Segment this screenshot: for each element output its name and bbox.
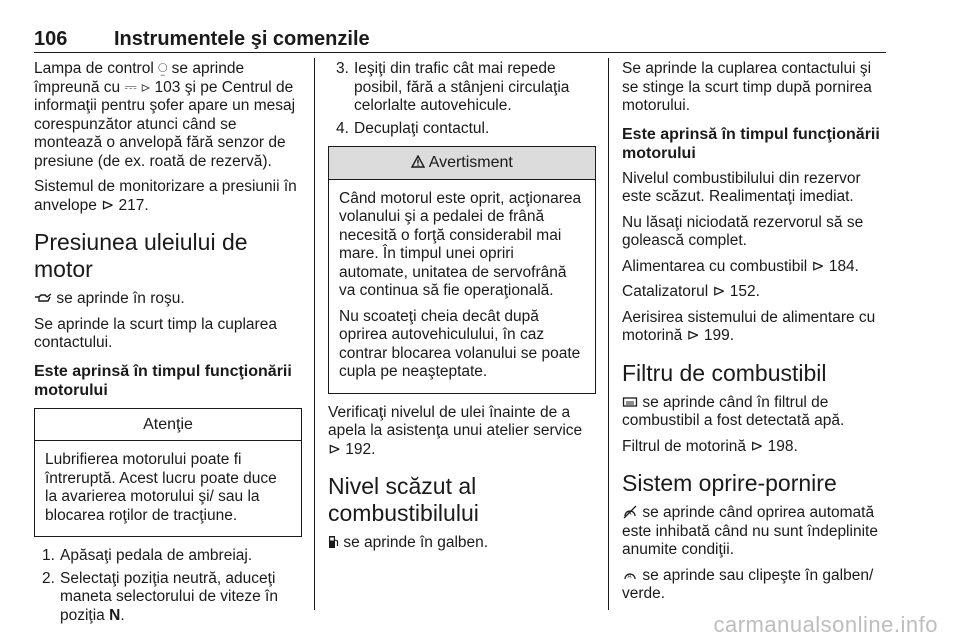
- tpms-paragraph: Lampa de control ⍜ se aprinde împreună cu ⎓ ⊳ 103 şi pe Centrul de informaţii pentru şofer apare un mesaj corespunzător atunci când se montează o anvelopă fără senzor de presiune (de ex. roată de rezervă).: [34, 60, 296, 170]
- column-divider: [314, 58, 315, 610]
- refuel-reference: Alimentarea cu combustibil ⊳ 184.: [622, 257, 859, 275]
- warning-title-bar: [329, 147, 595, 180]
- warning-text-2: Nu scoateţi cheia decât după oprirea autovehiculului, în caz contrar blocarea volanului se poate cupla pe neaşteptate.: [339, 307, 581, 380]
- oil-pressure-line: [34, 290, 302, 309]
- page-header: [34, 6, 886, 53]
- bleeding-reference: Aerisirea sistemului de alimentare cu motorină ⊳ 199.: [622, 308, 876, 344]
- svg-text:A: A: [627, 511, 632, 517]
- list-item: 2. Selectaţi poziţia neutră, aduceţi maneta selectorului de viteze în poziţia N.: [42, 569, 278, 624]
- list-item: 3. Ieşiţi din trafic cât mai repede posibil, fără a stânjeni circulaţia celorlalte autovehicule.: [336, 60, 570, 114]
- oil-pressure-heading: Presiunea uleiului de motor: [34, 229, 248, 282]
- fuel-filter-icon: [622, 396, 638, 408]
- fuel-ignition-paragraph: Se aprinde la cuplarea contactului şi se stinge la scurt timp după pornirea motorului.: [622, 60, 872, 114]
- low-fuel-text: se aprinde în galben.: [343, 534, 489, 551]
- column-middle: [328, 60, 596, 560]
- warning-title: Avertisment: [428, 154, 513, 171]
- fuel-running-heading: Este aprinsă în timpul funcţionării motorului: [622, 125, 880, 162]
- steps-list: [34, 547, 302, 625]
- list-item: 4. Decuplaţi contactul.: [336, 119, 490, 137]
- notice-box: [34, 408, 302, 538]
- fuel-pump-icon: [328, 535, 339, 549]
- column-left: [34, 60, 302, 633]
- watermark: carmanualsonline.info: [713, 612, 938, 637]
- column-divider: [608, 58, 609, 610]
- stop-start-off-icon: [622, 505, 638, 519]
- low-fuel-heading: Nivel scăzut al combustibilului: [328, 473, 479, 526]
- notice-text: Lubrifierea motorului poate fi întreruptă. Acest lucru poate duce la avarierea motorului şi/ sau la blocarea roţilor de tracţiune.: [45, 451, 277, 524]
- oil-check-paragraph: Verificaţi nivelul de ulei înainte de a apela la asistenţa unui atelier service ⊳ 192.: [328, 403, 583, 458]
- oil-pressure-ignition: Se aprinde la scurt timp la cuplarea contactului.: [34, 315, 277, 351]
- oil-running-heading: Este aprinsă în timpul funcţionării motorului: [34, 362, 292, 399]
- list-item: 1. Apăsaţi pedala de ambreiaj.: [42, 547, 253, 564]
- catalyst-reference: Catalizatorul ⊳ 152.: [622, 283, 760, 300]
- fuel-level-paragraph: Nivelul combustibilului din rezervor este scăzut. Realimentaţi imediat.: [622, 169, 861, 205]
- stop-start-off-text: se aprinde când oprirea automată este inhibată când nu sunt îndeplinite anumite condiţii.: [622, 504, 878, 558]
- fuel-filter-text: se aprinde când în filtrul de combustibil a fost detectată apă.: [622, 393, 845, 429]
- stop-start-text: se aprinde sau clipeşte în galben/ verde.: [622, 566, 874, 602]
- notice-title: Atenţie: [35, 409, 301, 442]
- stop-start-off-line: [622, 504, 890, 560]
- warning-triangle-icon: [411, 155, 425, 168]
- stop-start-icon: [622, 568, 638, 582]
- svg-text:A: A: [627, 573, 632, 580]
- oil-pressure-text: se aprinde în roşu.: [56, 290, 185, 307]
- page-number: 106: [34, 28, 68, 50]
- page-title: Instrumentele şi comenzile: [114, 28, 370, 50]
- fuel-filter-heading: Filtru de combustibil: [622, 359, 827, 386]
- diesel-filter-reference: Filtrul de motorină ⊳ 198.: [622, 437, 798, 455]
- steps-list-continued: [328, 60, 596, 138]
- tpms-reference: Sistemul de monitorizare a presiunii în anvelope ⊳ 217.: [34, 178, 297, 214]
- fuel-filter-line: [622, 394, 890, 431]
- stop-start-heading: Sistem oprire-pornire: [622, 470, 837, 496]
- oil-can-icon: [34, 293, 52, 303]
- stop-start-line: [622, 567, 890, 604]
- low-fuel-line: [328, 534, 596, 553]
- warning-box: [328, 146, 596, 394]
- fuel-empty-paragraph: Nu lăsaţi niciodată rezervorul să se golească complet.: [622, 213, 864, 249]
- warning-text-1: Când motorul este oprit, acţionarea volanului şi a pedalei de frână necesită o forţă considerabil mai mare. În timpul unei opriri automate, unitatea de servofrână va continua să fie operaţională.: [339, 189, 582, 299]
- column-right: [622, 60, 890, 611]
